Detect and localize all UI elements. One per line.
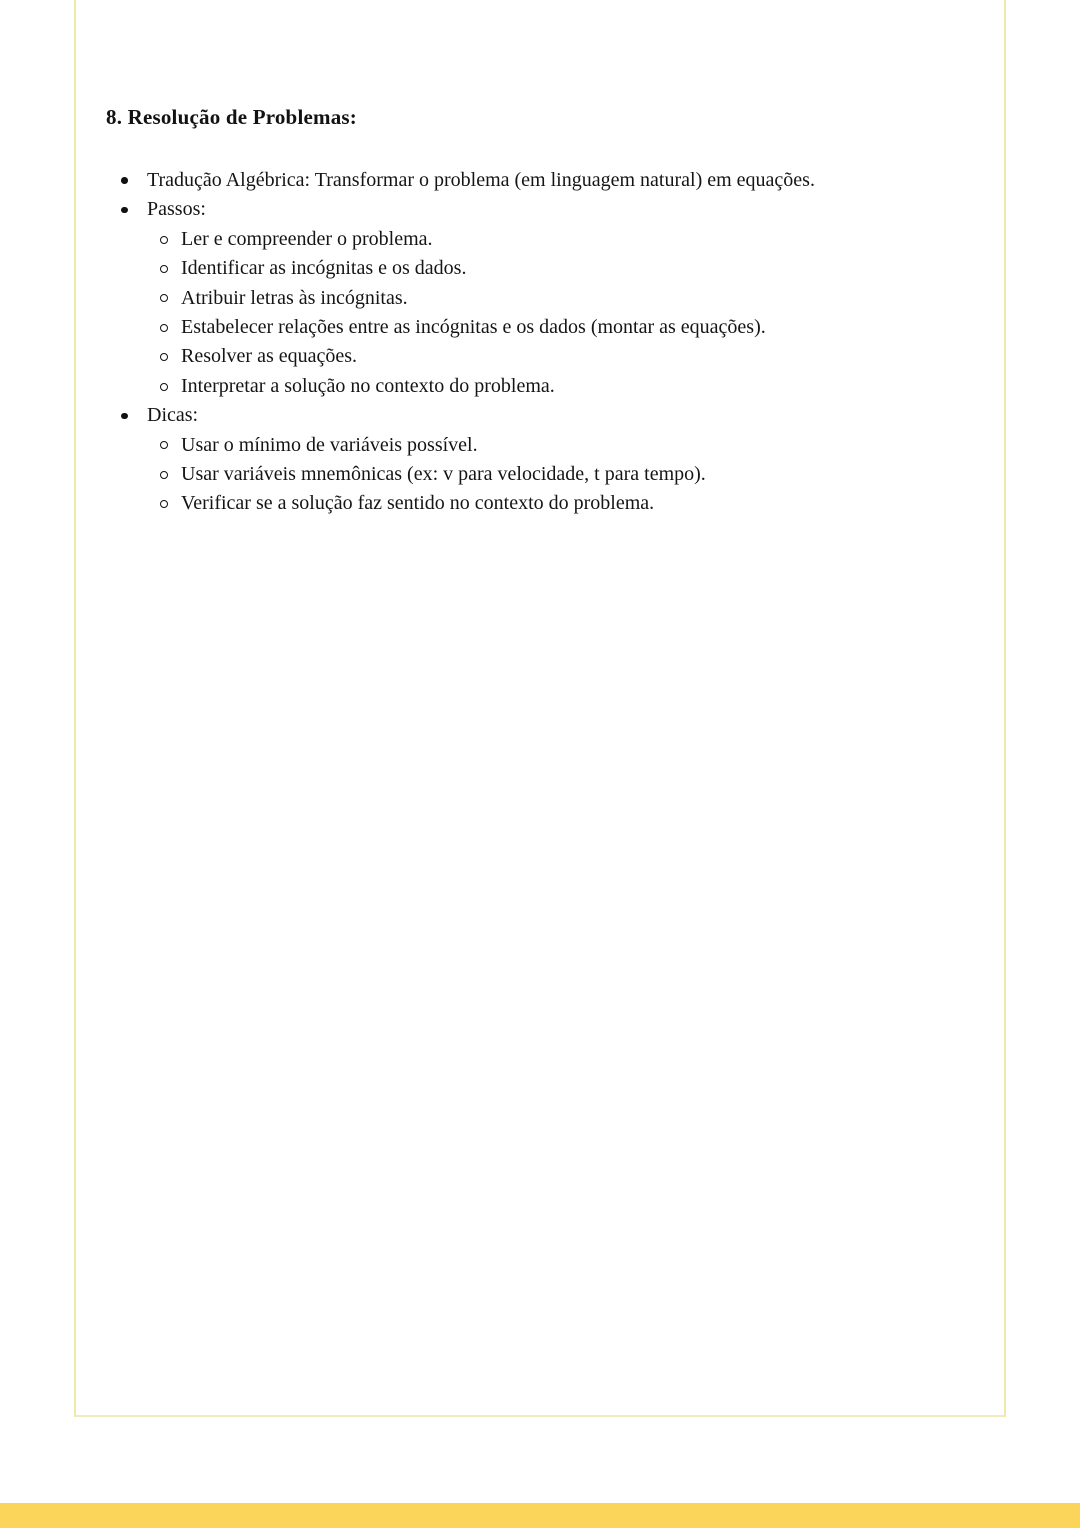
list-item-text: Estabelecer relações entre as incógnitas e os dados (montar as equações). [181, 316, 766, 339]
list-item [160, 313, 1004, 342]
circle-bullet-icon [160, 460, 181, 489]
circle-bullet-icon [160, 284, 181, 313]
circle-bullet-icon [160, 431, 181, 460]
list-item [160, 342, 1004, 371]
list-item [160, 460, 1004, 489]
list-item [160, 254, 1004, 283]
list-item-text: Usar variáveis mnemônicas (ex: v para velocidade, t para tempo). [181, 463, 706, 486]
list-item-text: Identificar as incógnitas e os dados. [181, 257, 467, 280]
list-item-text: Usar o mínimo de variáveis possível. [181, 433, 478, 456]
list-item [160, 431, 1004, 460]
circle-bullet-icon [160, 313, 181, 342]
circle-bullet-icon [160, 372, 181, 401]
list-item-text: Interpretar a solução no contexto do problema. [181, 374, 555, 397]
list-item-text: Tradução Algébrica: Transformar o problema (em linguagem natural) em equações. [147, 169, 815, 191]
circle-bullet-icon [160, 342, 181, 371]
list-item [121, 195, 1004, 224]
disc-bullet-icon [121, 166, 147, 195]
list-item-text: Atribuir letras às incógnitas. [181, 286, 408, 309]
circle-bullet-icon [160, 254, 181, 283]
bottom-accent-bar [0, 1503, 1080, 1528]
section-heading: 8. Resolução de Problemas: [106, 105, 357, 129]
list-item-text: Ler e compreender o problema. [181, 227, 433, 250]
document-page-frame [74, 0, 1006, 1417]
list-item-text: Passos: [147, 198, 206, 221]
list-item-text: Resolver as equações. [181, 345, 358, 368]
list-item-text: Verificar se a solução faz sentido no contexto do problema. [181, 492, 655, 515]
circle-bullet-icon [160, 225, 181, 254]
list-item [160, 372, 1004, 401]
list-item [160, 284, 1004, 313]
list-item [160, 489, 1004, 518]
list-item [160, 225, 1004, 254]
circle-bullet-icon [160, 489, 181, 518]
list-item-text: Dicas: [147, 404, 199, 427]
disc-bullet-icon [121, 195, 147, 224]
bullet-list [106, 166, 1004, 519]
list-item [121, 401, 1004, 430]
list-item [121, 166, 1004, 195]
disc-bullet-icon [121, 401, 147, 430]
